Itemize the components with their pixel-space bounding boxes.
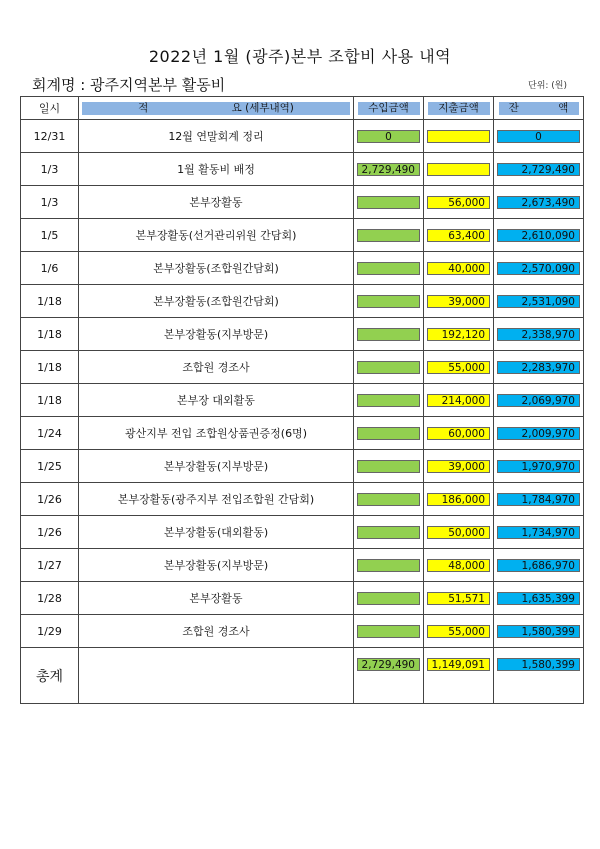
row-expense: 60,000: [427, 427, 490, 440]
header-income-label: 수입금액: [358, 102, 420, 115]
row-balance-cell: [494, 483, 584, 516]
row-balance: 1,970,970: [497, 460, 580, 473]
row-income: [357, 427, 420, 440]
row-balance-cell: [494, 615, 584, 648]
table-row: [21, 549, 584, 582]
row-description: 본부장 대외활동: [79, 384, 354, 417]
row-balance: 2,570,090: [497, 262, 580, 275]
row-balance: 2,069,970: [497, 394, 580, 407]
row-expense-cell: [424, 351, 494, 384]
row-balance: 2,729,490: [497, 163, 580, 176]
header-description-right: 요 (세부내역): [231, 101, 294, 114]
row-expense-cell: [424, 285, 494, 318]
row-balance-cell: [494, 153, 584, 186]
table-row: [21, 417, 584, 450]
table-header-row: [21, 97, 584, 120]
row-balance: 2,009,970: [497, 427, 580, 440]
row-income-cell: [354, 615, 424, 648]
row-expense-cell: [424, 384, 494, 417]
row-description: 본부장활동(지부방문): [79, 450, 354, 483]
header-balance-bar: [499, 102, 579, 115]
row-balance: 1,734,970: [497, 526, 580, 539]
row-expense-cell: [424, 186, 494, 219]
total-expense: 1,149,091: [427, 658, 490, 671]
row-expense: 56,000: [427, 196, 490, 209]
row-description: 1월 활동비 배정: [79, 153, 354, 186]
row-date: 1/25: [21, 450, 79, 483]
row-income-cell: [354, 549, 424, 582]
row-expense: [427, 163, 490, 176]
row-balance: 1,580,399: [497, 625, 580, 638]
row-balance-cell: [494, 450, 584, 483]
row-income: [357, 592, 420, 605]
row-income-cell: [354, 450, 424, 483]
row-description: 조합원 경조사: [79, 351, 354, 384]
row-income-cell: [354, 318, 424, 351]
row-description: 본부장활동(조합원간담회): [79, 285, 354, 318]
row-date: 1/6: [21, 252, 79, 285]
total-balance: 1,580,399: [497, 658, 580, 671]
row-income: [357, 625, 420, 638]
row-description: 본부장활동: [79, 186, 354, 219]
row-income-cell: [354, 285, 424, 318]
row-expense-cell: [424, 153, 494, 186]
table-row: [21, 120, 584, 153]
row-income-cell: [354, 153, 424, 186]
table-row: [21, 516, 584, 549]
row-date: 1/28: [21, 582, 79, 615]
table-row: [21, 351, 584, 384]
row-balance-cell: [494, 351, 584, 384]
row-balance: 2,610,090: [497, 229, 580, 242]
total-label: 총계: [21, 648, 79, 704]
row-income: [357, 460, 420, 473]
total-balance-cell: [494, 648, 584, 704]
table-row: [21, 285, 584, 318]
row-income: [357, 262, 420, 275]
table-row: [21, 450, 584, 483]
row-balance-cell: [494, 252, 584, 285]
row-date: 1/26: [21, 483, 79, 516]
row-income: [357, 394, 420, 407]
row-expense: 39,000: [427, 295, 490, 308]
row-income: [357, 559, 420, 572]
row-income: 2,729,490: [357, 163, 420, 176]
row-date: 1/18: [21, 285, 79, 318]
total-income: 2,729,490: [357, 658, 420, 671]
row-expense-cell: [424, 516, 494, 549]
row-date: 1/18: [21, 384, 79, 417]
row-expense: 51,571: [427, 592, 490, 605]
row-balance: 1,686,970: [497, 559, 580, 572]
row-income-cell: [354, 483, 424, 516]
row-description: 조합원 경조사: [79, 615, 354, 648]
header-date: 일시: [21, 97, 79, 120]
row-date: 1/3: [21, 186, 79, 219]
row-expense-cell: [424, 582, 494, 615]
row-expense-cell: [424, 417, 494, 450]
row-expense: 48,000: [427, 559, 490, 572]
row-income-cell: [354, 582, 424, 615]
row-expense: 50,000: [427, 526, 490, 539]
header-description-left: 적: [138, 101, 149, 114]
row-expense-cell: [424, 615, 494, 648]
header-balance: [494, 97, 584, 120]
header-description: [79, 97, 354, 120]
header-balance-right: 액: [558, 101, 569, 114]
row-income: [357, 229, 420, 242]
row-balance: 1,784,970: [497, 493, 580, 506]
row-income: [357, 295, 420, 308]
row-balance: 2,673,490: [497, 196, 580, 209]
row-balance-cell: [494, 516, 584, 549]
document-title: 2022년 1월 (광주)본부 조합비 사용 내역: [148, 47, 452, 66]
row-income-cell: [354, 351, 424, 384]
row-balance-cell: [494, 582, 584, 615]
row-date: 1/27: [21, 549, 79, 582]
row-income-cell: [354, 252, 424, 285]
row-description: 광산지부 전입 조합원상품권증정(6명): [79, 417, 354, 450]
row-income: [357, 328, 420, 341]
row-expense: [427, 130, 490, 143]
row-income-cell: [354, 516, 424, 549]
row-expense: 40,000: [427, 262, 490, 275]
account-name: 회계명 : 광주지역본부 활동비: [32, 76, 226, 94]
table-row: [21, 615, 584, 648]
row-date: 1/18: [21, 351, 79, 384]
row-balance-cell: [494, 219, 584, 252]
row-balance-cell: [494, 285, 584, 318]
row-balance-cell: [494, 186, 584, 219]
row-description: 본부장활동(지부방문): [79, 318, 354, 351]
row-balance: 2,531,090: [497, 295, 580, 308]
row-description: 본부장활동(대외활동): [79, 516, 354, 549]
total-row: [21, 648, 584, 704]
table-row: [21, 318, 584, 351]
row-expense-cell: [424, 219, 494, 252]
row-description: 본부장활동(지부방문): [79, 549, 354, 582]
total-description: [79, 648, 354, 704]
row-date: 1/29: [21, 615, 79, 648]
row-balance-cell: [494, 318, 584, 351]
row-date: 1/18: [21, 318, 79, 351]
row-expense: 214,000: [427, 394, 490, 407]
row-expense: 192,120: [427, 328, 490, 341]
expense-ledger-table: [20, 96, 584, 704]
table-row: [21, 582, 584, 615]
header-description-bar: [82, 102, 350, 115]
table-row: [21, 219, 584, 252]
row-description: 본부장활동(조합원간담회): [79, 252, 354, 285]
row-income: 0: [357, 130, 420, 143]
header-expense-label: 지출금액: [428, 102, 490, 115]
table-row: [21, 153, 584, 186]
row-income-cell: [354, 417, 424, 450]
row-expense-cell: [424, 549, 494, 582]
row-income: [357, 493, 420, 506]
row-expense-cell: [424, 252, 494, 285]
table-row: [21, 483, 584, 516]
row-date: 1/26: [21, 516, 79, 549]
row-balance: 2,283,970: [497, 361, 580, 374]
header-income: [354, 97, 424, 120]
row-description: 본부장활동: [79, 582, 354, 615]
row-expense: 39,000: [427, 460, 490, 473]
row-income-cell: [354, 120, 424, 153]
row-balance-cell: [494, 417, 584, 450]
row-balance: 1,635,399: [497, 592, 580, 605]
row-income-cell: [354, 186, 424, 219]
table-row: [21, 252, 584, 285]
row-description: 본부장활동(선거관리위원 간담회): [79, 219, 354, 252]
header-expense: [424, 97, 494, 120]
row-date: 1/5: [21, 219, 79, 252]
row-balance-cell: [494, 549, 584, 582]
row-expense: 63,400: [427, 229, 490, 242]
row-balance-cell: [494, 120, 584, 153]
row-income: [357, 526, 420, 539]
row-expense: 186,000: [427, 493, 490, 506]
row-balance-cell: [494, 384, 584, 417]
row-expense: 55,000: [427, 625, 490, 638]
table-row: [21, 384, 584, 417]
row-income: [357, 361, 420, 374]
row-income: [357, 196, 420, 209]
row-date: 12/31: [21, 120, 79, 153]
row-date: 1/24: [21, 417, 79, 450]
row-balance: 2,338,970: [497, 328, 580, 341]
row-description: 본부장활동(광주지부 전입조합원 간담회): [79, 483, 354, 516]
row-date: 1/3: [21, 153, 79, 186]
row-expense-cell: [424, 318, 494, 351]
row-description: 12월 연말회계 정리: [79, 120, 354, 153]
unit-label: 단위: (원): [528, 81, 567, 91]
table-row: [21, 186, 584, 219]
total-expense-cell: [424, 648, 494, 704]
total-income-cell: [354, 648, 424, 704]
row-income-cell: [354, 219, 424, 252]
row-income-cell: [354, 384, 424, 417]
header-balance-left: 잔: [508, 101, 519, 114]
row-expense-cell: [424, 120, 494, 153]
row-expense-cell: [424, 483, 494, 516]
row-expense: 55,000: [427, 361, 490, 374]
row-expense-cell: [424, 450, 494, 483]
row-balance: 0: [497, 130, 580, 143]
